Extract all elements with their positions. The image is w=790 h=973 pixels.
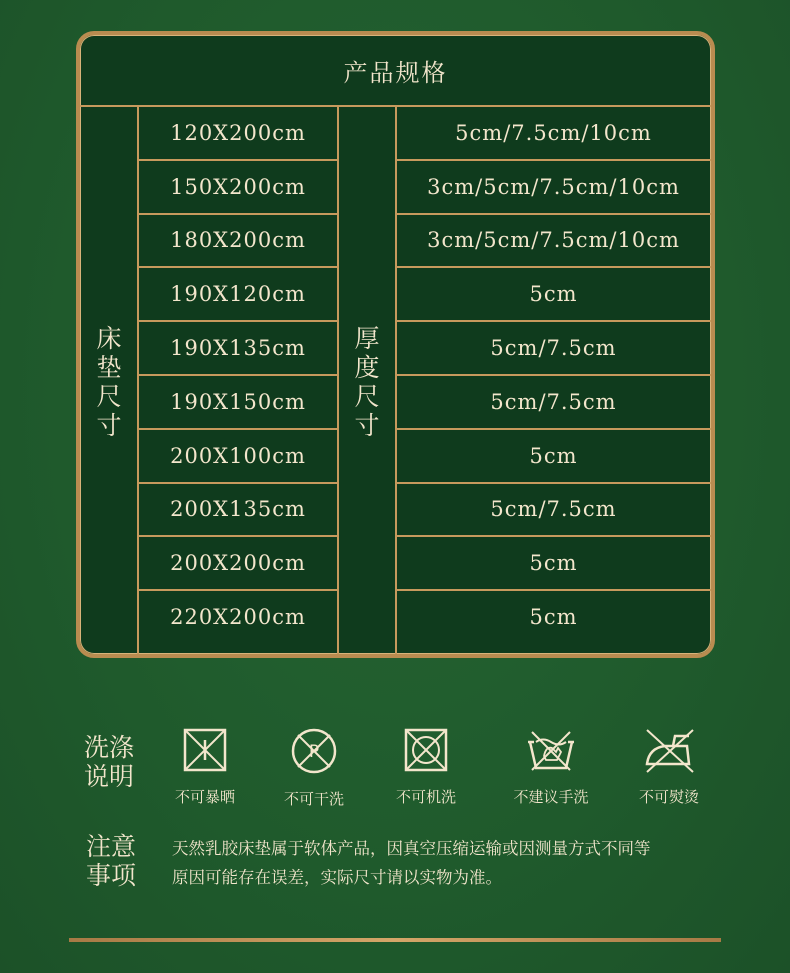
no-machine-wash-icon: [402, 726, 450, 774]
notes-label: 注意 事项: [86, 832, 137, 890]
size-cell: 200X135cm: [170, 497, 306, 522]
size-cell: 180X200cm: [170, 228, 306, 253]
size-cell: 120X200cm: [170, 120, 306, 145]
thickness-cell: 5cm/7.5cm: [490, 497, 617, 522]
spec-table: [76, 31, 715, 658]
size-cell: 150X200cm: [170, 174, 306, 199]
spec-table-title: 产品规格: [343, 59, 448, 87]
dry-clean-symbol: P: [308, 742, 320, 762]
size-cell: 190X120cm: [170, 282, 306, 307]
size-cell: 220X200cm: [170, 605, 306, 630]
care-label: 洗涤 说明: [84, 733, 135, 791]
no-sun-dry-icon: [181, 726, 229, 774]
size-cell: 190X135cm: [170, 336, 306, 361]
size-column-label-text: 床 垫 尺 寸: [96, 324, 122, 440]
size-cell: 200X200cm: [170, 551, 306, 576]
thickness-cell: 5cm/7.5cm: [490, 389, 617, 414]
care-item-no-dry-clean: [264, 726, 364, 809]
thickness-cell: 3cm/5cm/7.5cm/10cm: [427, 228, 680, 253]
care-caption: 不可机洗: [395, 788, 456, 806]
care-item-no-hand-wash: [501, 726, 601, 807]
no-iron-icon: [641, 726, 697, 774]
size-cell: 190X150cm: [170, 389, 306, 414]
no-hand-wash-icon: [524, 726, 578, 774]
thickness-cell: 5cm: [529, 282, 578, 307]
bottom-divider: [69, 938, 721, 942]
thickness-cell: 5cm: [529, 551, 578, 576]
thickness-cell: 5cm: [529, 443, 578, 468]
thickness-column-label-text: 厚 度 尺 寸: [354, 324, 380, 440]
thickness-cell: 5cm/7.5cm: [490, 336, 617, 361]
care-caption: 不可暴晒: [174, 788, 235, 806]
size-column-label: [80, 106, 138, 658]
thickness-cell: 3cm/5cm/7.5cm/10cm: [427, 174, 680, 199]
thickness-cell: 5cm: [529, 605, 578, 630]
thickness-column-label: [338, 106, 396, 658]
no-dry-clean-icon: [289, 726, 339, 776]
care-item-no-sun: [155, 726, 255, 807]
notes-text: 天然乳胶床垫属于软体产品，因真空压缩运输或因测量方式不同等 原因可能存在误差，实际尺寸请以实物为准。: [172, 839, 651, 887]
care-caption: 不可熨烫: [638, 788, 699, 806]
thickness-cell: 5cm/7.5cm/10cm: [455, 120, 652, 145]
size-cell: 200X100cm: [170, 443, 306, 468]
care-caption: 不可干洗: [283, 790, 344, 808]
care-item-no-machine-wash: [376, 726, 476, 807]
care-caption: 不建议手洗: [513, 788, 589, 806]
care-item-no-iron: [619, 726, 719, 807]
